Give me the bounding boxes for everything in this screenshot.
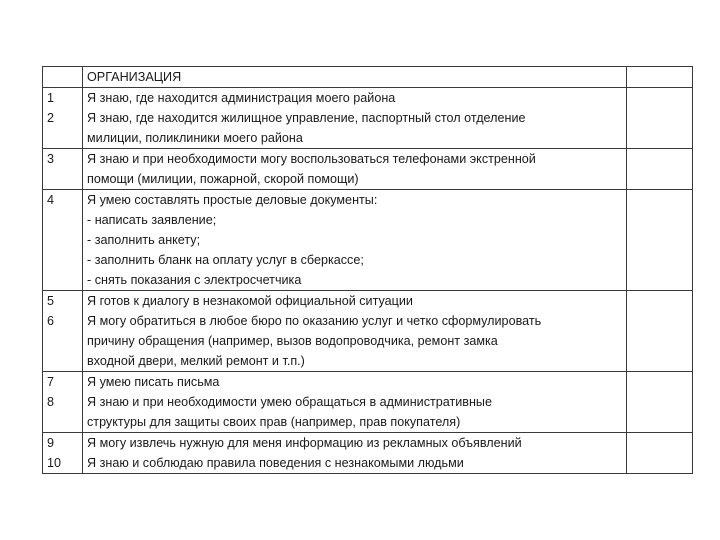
statement-line: Я знаю и при необходимости могу воспользоваться телефонами экстренной xyxy=(87,152,536,166)
mark-cell[interactable] xyxy=(627,372,693,433)
header-mark-cell xyxy=(627,67,693,88)
statement-line: входной двери, мелкий ремонт и т.п.) xyxy=(87,354,305,368)
statement-line: - заполнить анкету; xyxy=(87,233,201,247)
item-number: 4 xyxy=(47,193,55,207)
item-number: 5 xyxy=(47,294,55,308)
self-assessment-table xyxy=(42,66,693,474)
table-header-row xyxy=(43,67,693,88)
statement-cell xyxy=(83,88,627,149)
mark-cell[interactable] xyxy=(627,433,693,474)
table-row xyxy=(43,88,693,149)
statement-line: Я могу обратиться в любое бюро по оказанию услуг и четко сформулировать xyxy=(87,314,542,328)
mark-cell[interactable] xyxy=(627,291,693,372)
statement-line: Я знаю и соблюдаю правила поведения с незнакомыми людьми xyxy=(87,456,464,470)
row-numbers xyxy=(43,433,83,474)
item-number: 8 xyxy=(47,395,55,409)
table-row xyxy=(43,190,693,291)
item-number: 2 xyxy=(47,111,55,125)
header-num-cell xyxy=(43,67,83,88)
statement-line: помощи (милиции, пожарной, скорой помощи) xyxy=(87,172,359,186)
statement-line: Я знаю, где находится жилищное управление, паспортный стол отделение xyxy=(87,111,526,125)
item-number: 9 xyxy=(47,436,55,450)
statement-line: - заполнить бланк на оплату услуг в сберкассе; xyxy=(87,253,364,267)
row-numbers xyxy=(43,291,83,372)
item-number: 7 xyxy=(47,375,55,389)
statement-cell xyxy=(83,291,627,372)
item-number: 6 xyxy=(47,314,55,328)
mark-cell[interactable] xyxy=(627,149,693,190)
statement-line: милиции, поликлиники моего района xyxy=(87,131,303,145)
mark-cell[interactable] xyxy=(627,88,693,149)
statement-cell xyxy=(83,433,627,474)
item-number: 3 xyxy=(47,152,55,166)
table-row xyxy=(43,291,693,372)
row-numbers xyxy=(43,88,83,149)
item-number: 1 xyxy=(47,91,55,105)
statement-cell xyxy=(83,149,627,190)
statement-line: структуры для защиты своих прав (например, прав покупателя) xyxy=(87,415,461,429)
statement-line: Я знаю, где находится администрация моего района xyxy=(87,91,396,105)
statement-line: Я знаю и при необходимости умею обращаться в административные xyxy=(87,395,492,409)
statement-cell xyxy=(83,190,627,291)
statement-line: Я умею составлять простые деловые документы: xyxy=(87,193,378,207)
statement-cell xyxy=(83,372,627,433)
statement-line: - написать заявление; xyxy=(87,213,217,227)
mark-cell[interactable] xyxy=(627,190,693,291)
statement-line: Я готов к диалогу в незнакомой официальной ситуации xyxy=(87,294,413,308)
statement-line: Я могу извлечь нужную для меня информацию из рекламных объявлений xyxy=(87,436,522,450)
row-numbers xyxy=(43,149,83,190)
statement-line: - снять показания с электросчетчика xyxy=(87,273,302,287)
section-title: ОРГАНИЗАЦИЯ xyxy=(83,67,627,88)
table-row xyxy=(43,433,693,474)
item-number: 10 xyxy=(47,456,62,470)
table-row xyxy=(43,149,693,190)
row-numbers xyxy=(43,372,83,433)
table-row xyxy=(43,372,693,433)
statement-line: Я умею писать письма xyxy=(87,375,220,389)
row-numbers xyxy=(43,190,83,291)
statement-line: причину обращения (например, вызов водопроводчика, ремонт замка xyxy=(87,334,498,348)
